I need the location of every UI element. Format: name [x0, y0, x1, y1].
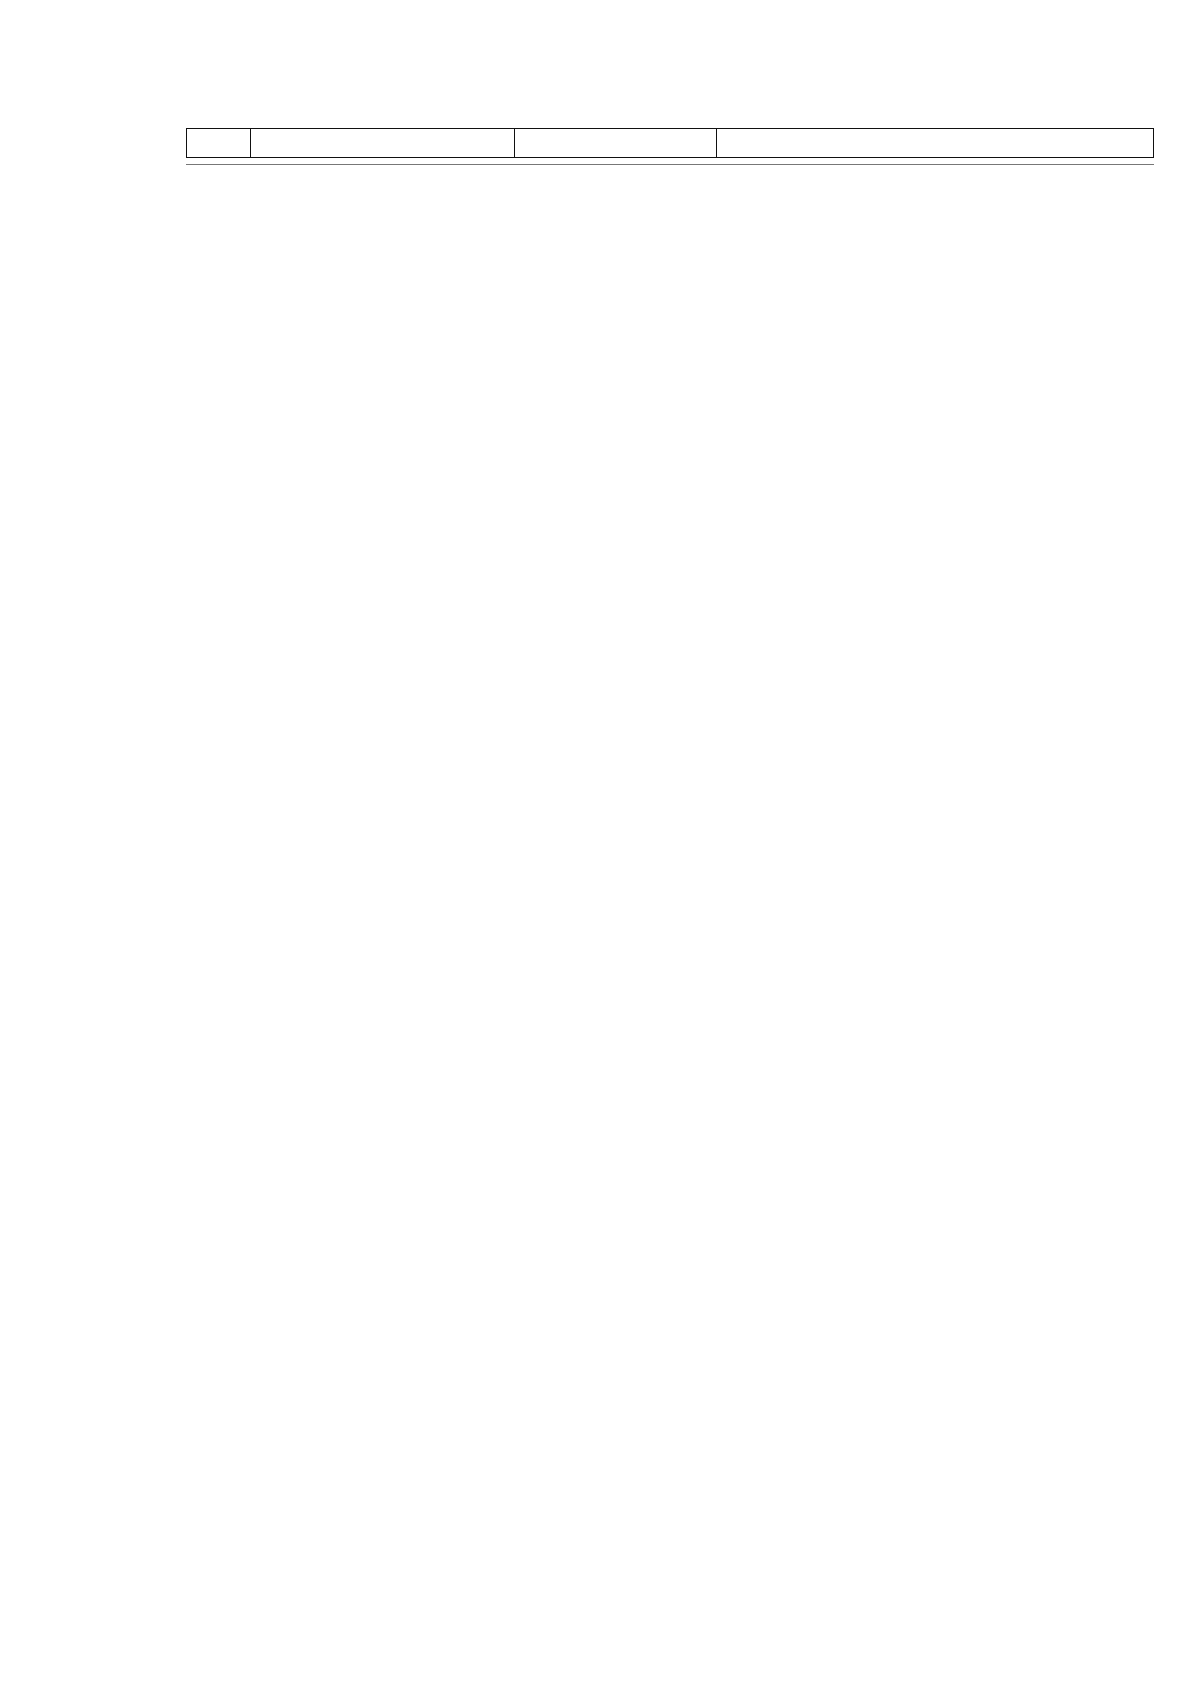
header-col-3 [515, 129, 717, 157]
table-header [186, 128, 1154, 158]
header-rule [186, 164, 1154, 165]
header-col-2 [251, 129, 515, 157]
header-col-1 [187, 129, 251, 157]
header-col-4 [717, 129, 1153, 157]
